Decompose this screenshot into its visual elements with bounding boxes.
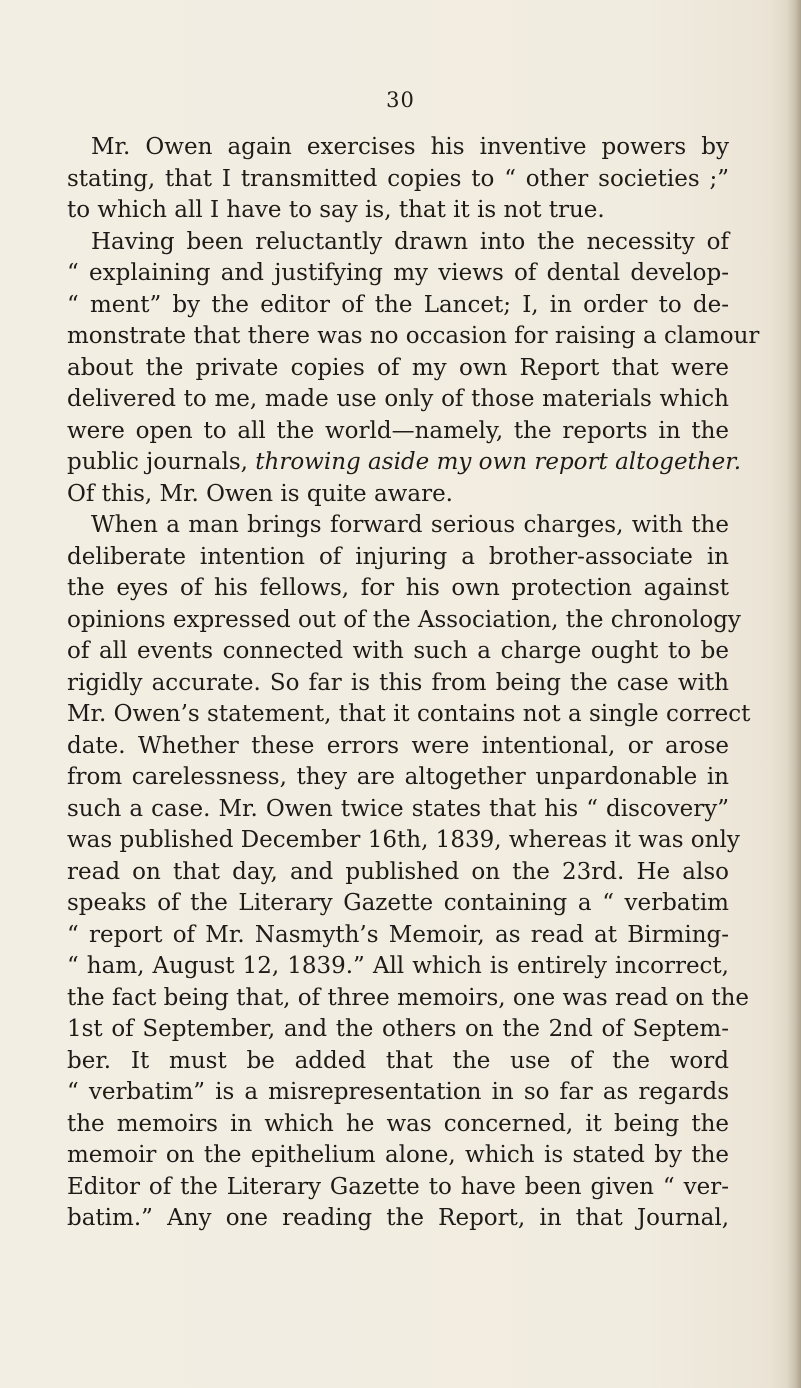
- text-line: date. Whether these errors were intentional, or arose: [67, 732, 729, 759]
- text-line: Of this, Mr. Owen is quite aware.: [67, 480, 453, 507]
- text-line: [67, 447, 742, 479]
- text-line: were open to all the world—namely, the reports in the: [67, 417, 729, 444]
- text-line-segment: public journals,: [67, 449, 256, 475]
- text-line: “ report of Mr. Nasmyth’s Memoir, as read at Birming-: [67, 921, 729, 948]
- text-line: “ ham, August 12, 1839.” All which is entirely incorrect,: [67, 953, 729, 979]
- text-line: memoir on the epithelium alone, which is stated by the: [67, 1142, 729, 1168]
- text-line: deliberate intention of injuring a brother-associate in: [67, 543, 729, 570]
- text-line: Having been reluctantly drawn into the necessity of: [91, 228, 729, 255]
- text-line: Editor of the Literary Gazette to have been given “ ver-: [67, 1173, 729, 1200]
- text-line: the eyes of his fellows, for his own protection against: [67, 575, 729, 601]
- text-line: about the private copies of my own Report that were: [67, 354, 729, 381]
- text-line: the fact being that, of three memoirs, one was read on the: [67, 984, 750, 1011]
- text-line: 1st of September, and the others on the 2nd of Septem-: [67, 1016, 729, 1042]
- text-line: “ verbatim” is a misrepresentation in so far as regards: [67, 1079, 729, 1105]
- text-line: When a man brings forward serious charges, with the: [91, 512, 729, 538]
- text-line: to which all I have to say is, that it is not true.: [67, 197, 605, 223]
- text-line: speaks of the Literary Gazette containing a “ verbatim: [67, 890, 729, 916]
- text-line: Mr. Owen again exercises his inventive powers by: [91, 134, 729, 160]
- text-line: Mr. Owen’s statement, that it contains not a single correct: [67, 701, 751, 727]
- text-line: stating, that I transmitted copies to “ other societies ;”: [67, 165, 729, 192]
- text-line: of all events connected with such a charge ought to be: [67, 638, 729, 664]
- text-line: opinions expressed out of the Association, the chronology: [67, 606, 741, 633]
- text-line: ber. It must be added that the use of the word: [67, 1047, 729, 1074]
- text-line: “ explaining and justifying my views of dental develop-: [67, 260, 729, 286]
- text-line: delivered to me, made use only of those materials which: [67, 386, 729, 412]
- text-line: “ ment” by the editor of the Lancet; I, in order to de-: [67, 291, 729, 318]
- text-line: such a case. Mr. Owen twice states that his “ discovery”: [67, 795, 729, 822]
- text-line: batim.” Any one reading the Report, in that Journal,: [67, 1205, 729, 1231]
- text-line: was published December 16th, 1839, whereas it was only: [67, 827, 740, 853]
- page-edge-shadow: [787, 0, 801, 1388]
- text-line: rigidly accurate. So far is this from being the case with: [67, 669, 729, 696]
- page-number: 30: [386, 88, 415, 112]
- italic-emphasis: throwing aside my own report altogether.: [255, 449, 742, 475]
- text-line: from carelessness, they are altogether unpardonable in: [67, 764, 729, 790]
- body-text: [67, 132, 760, 1235]
- text-line: the memoirs in which he was concerned, it being the: [67, 1110, 729, 1137]
- text-line: monstrate that there was no occasion for raising a clamour: [67, 323, 760, 349]
- text-line: read on that day, and published on the 23rd. He also: [67, 858, 729, 885]
